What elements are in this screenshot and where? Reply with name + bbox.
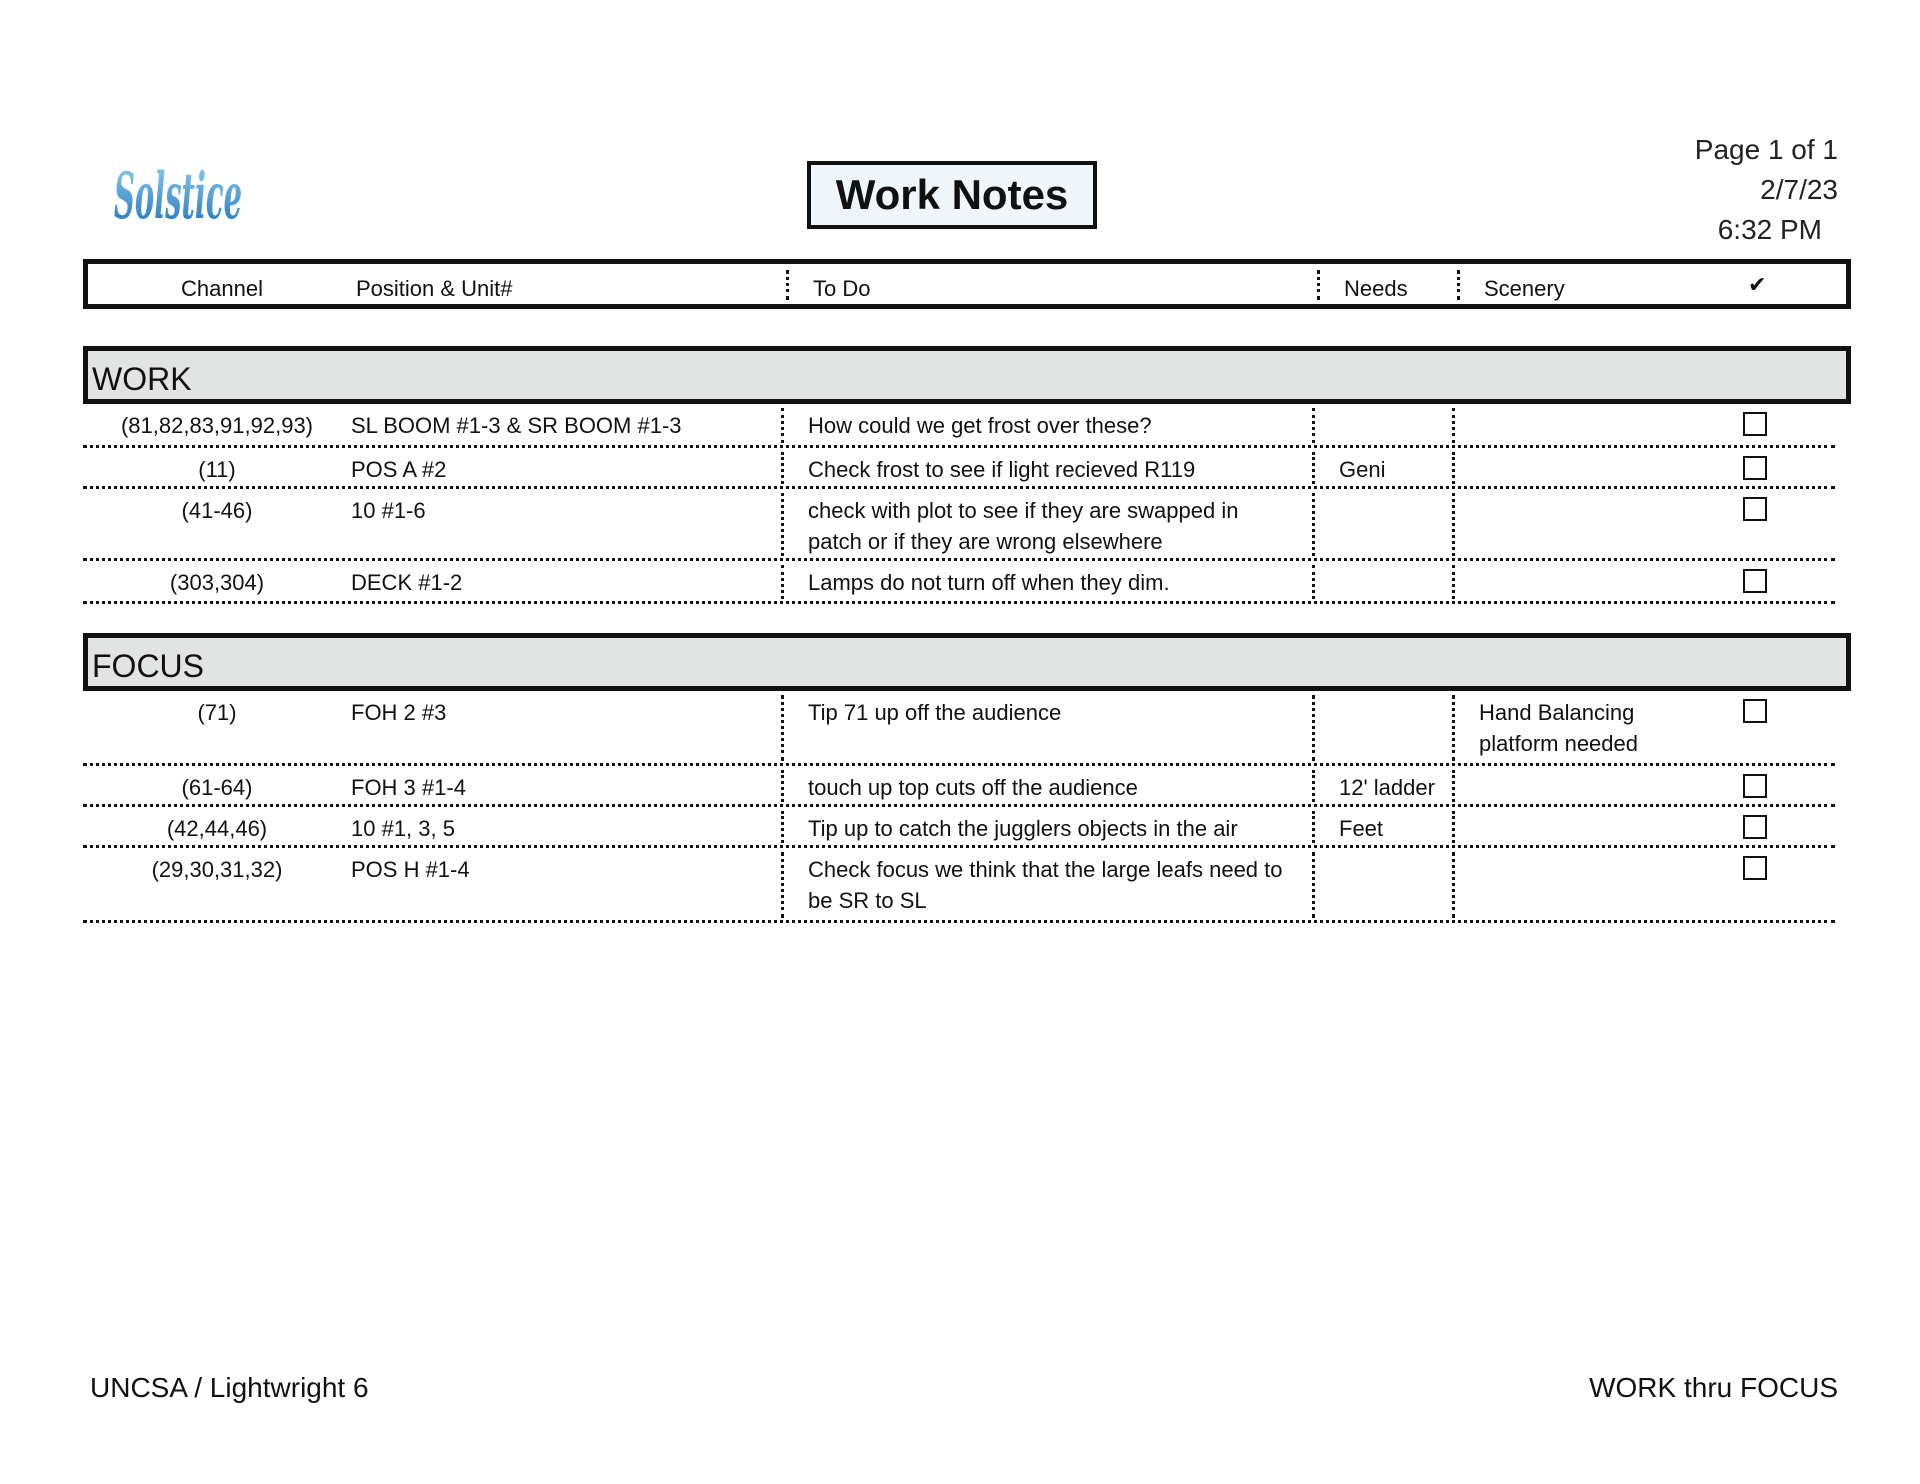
- column-divider: [1457, 270, 1460, 300]
- cell-todo: Tip 71 up off the audience: [808, 700, 1062, 725]
- cell-todo: Check frost to see if light recieved R119: [808, 457, 1196, 482]
- print-time: 6:32 PM: [1717, 214, 1822, 245]
- column-divider: [1452, 452, 1455, 484]
- section-title: WORK: [92, 361, 192, 397]
- column-divider: [781, 452, 784, 484]
- column-divider: [1312, 695, 1315, 761]
- column-divider: [1452, 770, 1455, 802]
- column-header-bar: [83, 259, 1851, 309]
- column-divider: [786, 270, 789, 300]
- done-checkbox[interactable]: [1743, 456, 1767, 480]
- cell-channel: (303,304): [169, 570, 265, 595]
- cell-position: 10 #1, 3, 5: [351, 816, 455, 841]
- footer-right: WORK thru FOCUS: [1589, 1372, 1838, 1403]
- cell-todo: touch up top cuts off the audience: [808, 775, 1138, 800]
- page-number: Page 1 of 1: [1694, 134, 1838, 165]
- cell-channel: (81,82,83,91,92,93): [120, 413, 314, 438]
- cell-channel: (11): [198, 457, 236, 482]
- cell-channel: (41-46): [181, 498, 253, 523]
- column-check: ✔: [1748, 272, 1767, 297]
- column-divider: [1312, 770, 1315, 802]
- column-scenery: Scenery: [1484, 276, 1565, 301]
- cell-todo: Check focus we think that the large leafs need to be SR to SL: [808, 857, 1283, 913]
- done-checkbox[interactable]: [1743, 412, 1767, 436]
- logo-text: Solstice: [114, 159, 242, 234]
- column-divider: [1452, 852, 1455, 918]
- column-divider: [1452, 695, 1455, 761]
- column-divider: [1312, 408, 1315, 443]
- cell-position: 10 #1-6: [351, 498, 426, 523]
- column-divider: [781, 852, 784, 918]
- cell-channel: (42,44,46): [166, 816, 268, 841]
- page-title: Work Notes: [807, 161, 1097, 229]
- column-divider: [1312, 493, 1315, 556]
- done-checkbox[interactable]: [1743, 815, 1767, 839]
- column-divider: [1312, 852, 1315, 918]
- cell-channel: (61-64): [181, 775, 253, 800]
- table-row: [83, 848, 1835, 923]
- footer-left: UNCSA / Lightwright 6: [90, 1372, 369, 1403]
- table-row: [83, 807, 1835, 848]
- column-todo: To Do: [813, 276, 871, 301]
- column-divider: [781, 493, 784, 556]
- cell-needs: 12' ladder: [1339, 775, 1435, 800]
- column-divider: [781, 408, 784, 443]
- column-divider: [781, 770, 784, 802]
- cell-channel: (71): [197, 700, 237, 725]
- column-divider: [1312, 565, 1315, 599]
- cell-todo: check with plot to see if they are swapped in patch or if they are wrong elsewhere: [808, 498, 1239, 554]
- cell-position: POS H #1-4: [351, 857, 470, 882]
- table-row: [83, 561, 1835, 604]
- done-checkbox[interactable]: [1743, 774, 1767, 798]
- done-checkbox[interactable]: [1743, 699, 1767, 723]
- column-channel: Channel: [181, 276, 263, 301]
- done-checkbox[interactable]: [1743, 497, 1767, 521]
- section-header-focus: [83, 633, 1851, 691]
- column-needs: Needs: [1344, 276, 1408, 301]
- table-row: [83, 489, 1835, 561]
- cell-position: FOH 3 #1-4: [351, 775, 466, 800]
- cell-position: POS A #2: [351, 457, 447, 482]
- cell-todo: Tip up to catch the jugglers objects in the air: [808, 816, 1238, 841]
- column-divider: [781, 565, 784, 599]
- table-row: [83, 404, 1835, 448]
- column-divider: [1452, 408, 1455, 443]
- column-divider: [1452, 811, 1455, 843]
- section-title: FOCUS: [92, 648, 204, 684]
- cell-needs: Feet: [1339, 816, 1384, 841]
- cell-position: FOH 2 #3: [351, 700, 447, 725]
- table-row: [83, 766, 1835, 807]
- column-position: Position & Unit#: [356, 276, 513, 301]
- solstice-logo: [110, 140, 250, 240]
- column-divider: [1452, 565, 1455, 599]
- cell-scenery: Hand Balancing platform needed: [1479, 700, 1638, 756]
- cell-channel: (29,30,31,32): [151, 857, 283, 882]
- cell-todo: How could we get frost over these?: [808, 413, 1152, 438]
- column-divider: [1312, 452, 1315, 484]
- table-row: [83, 691, 1835, 766]
- table-row: [83, 448, 1835, 489]
- column-divider: [781, 695, 784, 761]
- column-divider: [1452, 493, 1455, 556]
- cell-needs: Geni: [1339, 457, 1386, 482]
- done-checkbox[interactable]: [1743, 856, 1767, 880]
- print-date: 2/7/23: [1760, 174, 1838, 205]
- column-divider: [781, 811, 784, 843]
- section-header-work: [83, 346, 1851, 404]
- cell-position: DECK #1-2: [351, 570, 463, 595]
- column-divider: [1317, 270, 1320, 300]
- done-checkbox[interactable]: [1743, 569, 1767, 593]
- cell-position: SL BOOM #1-3 & SR BOOM #1-3: [351, 413, 682, 438]
- column-divider: [1312, 811, 1315, 843]
- cell-todo: Lamps do not turn off when they dim.: [808, 570, 1170, 595]
